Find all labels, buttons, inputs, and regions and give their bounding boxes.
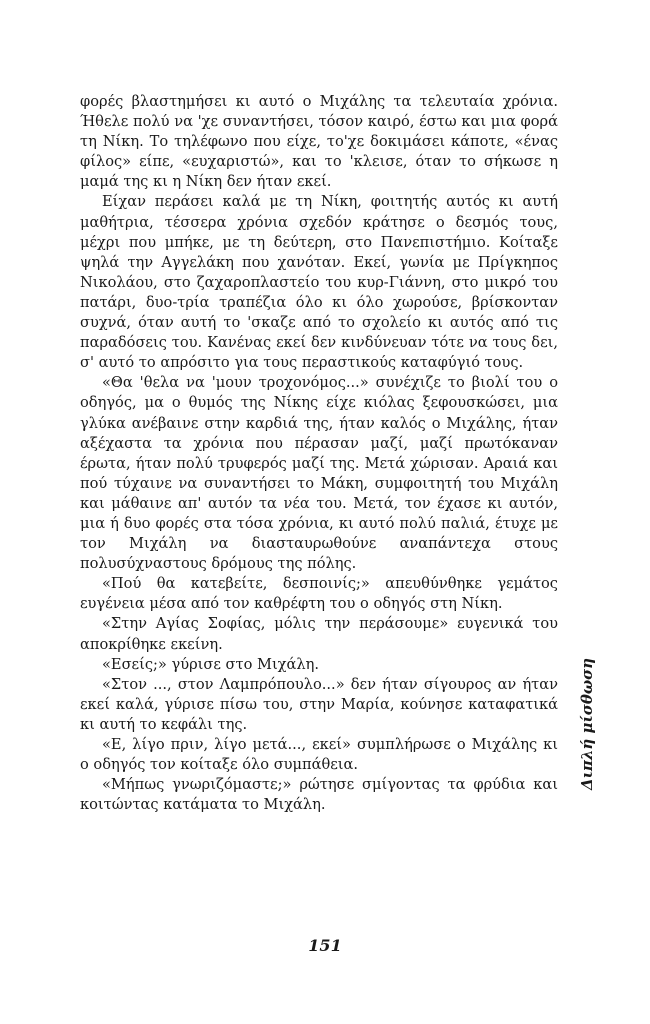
paragraph: «Πού θα κατεβείτε, δεσποινίς;» απευθύνθηκε γεμάτος ευγένεια μέσα από τον καθρέφτη του ο οδηγός στη Νίκη. [80,575,558,613]
paragraph: «Ε, λίγο πριν, λίγο μετά..., εκεί» συμπλήρωσε ο Μιχάλης κι ο οδηγός τον κοίταξε όλο συμπάθεια. [80,736,558,774]
paragraph: φορές βλαστημήσει κι αυτό ο Μιχάλης τα τελευταία χρόνια. Ήθελε πολύ να 'χε συναντήσει, τόσον καιρό, έστω και μια φορά τη Νίκη. Το τηλέφωνο που είχε, το'χε δοκιμάσει κάποτε, «ένας φίλος» είπε, «ευχαριστώ», και το 'κλεισε, όταν το σήκωσε η μαμά της κι η Νίκη δεν ήταν εκεί. [80,93,558,191]
paragraph: «Στην Αγίας Σοφίας, μόλις την περάσουμε» ευγενικά του αποκρίθηκε εκείνη. [80,615,558,653]
paragraph: «Εσείς;» γύρισε στο Μιχάλη. [102,655,319,673]
paragraph: «Θα 'θελα να 'μουν τροχονόμος...» συνέχιζε το βιολί του ο οδηγός, μα ο θυμός της Νίκης είχε κιόλας ξεφουσκώσει, μια γλύκα ανέβαινε στην καρδιά της, ήταν καλός ο Μιχάλης, ήταν αξέχαστα τα χρόνια που πέρασαν μαζί, μαζί πρωτόκαναν έρωτα, ήταν πολύ τρυφερός μαζί της. Μετά χώρισαν. Αραιά και πού τύχαινε να συναντήσει το Μάκη, συμφοιτητή του Μιχάλη και μάθαινε απ' αυτόν τα νέα του. Μετά, τον έχασε κι αυτόν, μια ή δυο φορές στα τόσα χρόνια, κι αυτό πολύ παλιά, έτυχε με τον Μιχάλη να διασταυρωθούνε αναπάντεχα στους πολυσύχναστους δρόμους της πόλης. [80,374,558,573]
body-text [80,92,558,815]
paragraph: Είχαν περάσει καλά με τη Νίκη, φοιτητής αυτός κι αυτή μαθήτρια, τέσσερα χρόνια σχεδόν κράτησε ο δεσμός τους, μέχρι που μπήκε, με τη δεύτερη, στο Πανεπιστήμιο. Κοίταξε ψηλά την Αγγελάκη που χανόταν. Εκεί, γωνία με Πρίγκηπος Νικολάου, στο ζαχαροπλαστείο του κυρ-Γιάννη, στο μικρό του πατάρι, δυο-τρία τραπέζια όλο κι όλο χωρούσε, βρίσκονταν συχνά, όταν αυτή το 'σκαζε από το σχολείο κι αυτός από τις παραδόσεις του. Κανένας εκεί δεν κινδύνευαν τότε να τους δει, σ' αυτό το απρόσιτο για τους περαστικούς καταφύγιό τους. [80,193,558,372]
paragraph: «Μήπως γνωριζόμαστε;» ρώτησε σμίγοντας τα φρύδια και κοιτώντας κατάματα το Μιχάλη. [80,776,558,814]
paragraph: «Στον ..., στον Λαμπρόπουλο...» δεν ήταν σίγουρος αν ήταν εκεί καλά, γύρισε πίσω του, στην Μαρία, κούνησε καταφατικά κι αυτή το κεφάλι της. [80,675,558,733]
page-number: 151 [308,936,342,955]
running-title: Διπλή μίσθωση [578,657,596,790]
